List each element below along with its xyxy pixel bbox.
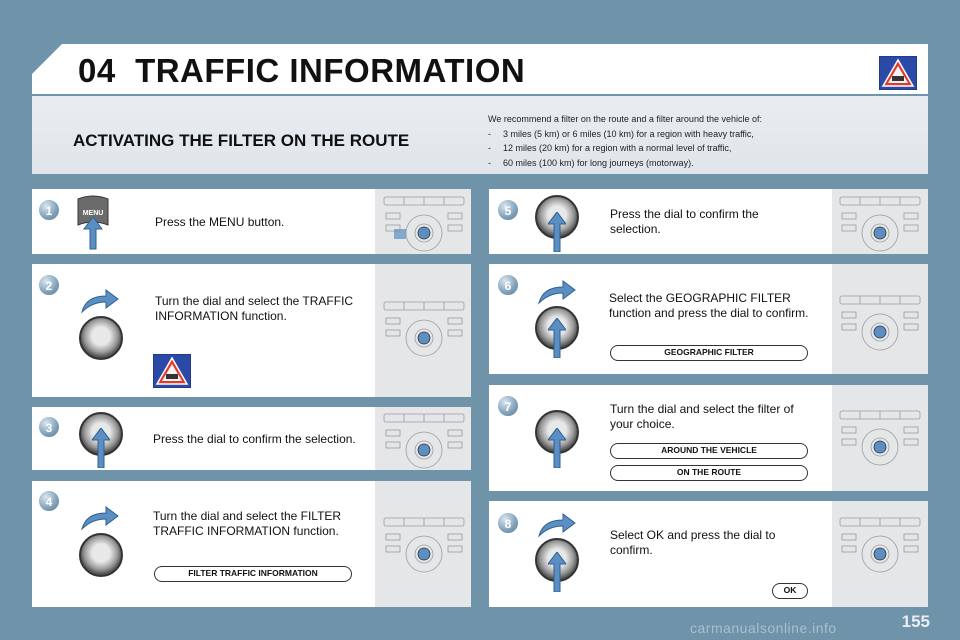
rotary-dial [79, 533, 123, 577]
list-item: - 60 miles (100 km) for long journeys (motorway). [488, 157, 694, 168]
arrow-up-icon [548, 318, 566, 358]
traffic-warning-icon [879, 56, 917, 90]
turn-arrow-icon [80, 505, 120, 531]
recommendation-intro: We recommend a filter on the route and a filter around the vehicle of: [488, 114, 762, 124]
step-text: Turn the dial and select the TRAFFIC INFORMATION function. [155, 294, 354, 323]
arrow-up-icon [92, 428, 110, 468]
ok-pill: OK [772, 583, 808, 599]
step-badge: 5 [497, 199, 519, 221]
radio-panel-illustration [380, 296, 468, 358]
turn-arrow-icon [537, 512, 577, 538]
watermark: carmanualsonline.info [690, 620, 837, 636]
radio-panel-illustration [380, 408, 468, 470]
arrow-up-icon [548, 212, 566, 252]
list-item: - 3 miles (5 km) or 6 miles (10 km) for a region with heavy traffic, [488, 128, 754, 139]
step-text: Press the MENU button. [155, 215, 285, 229]
step-badge: 7 [497, 395, 519, 417]
step-badge: 4 [38, 490, 60, 512]
section-title: ACTIVATING THE FILTER ON THE ROUTE [73, 131, 410, 150]
turn-arrow-icon [537, 279, 577, 305]
step-text: Select the GEOGRAPHIC FILTER function and press the dial to confirm. [609, 291, 809, 320]
chapter-title: TRAFFIC INFORMATION [135, 52, 526, 89]
geographic-filter-pill: GEOGRAPHIC FILTER [610, 345, 808, 361]
radio-panel-illustration [380, 512, 468, 574]
radio-panel-illustration [836, 290, 924, 352]
filter-traffic-info-pill: FILTER TRAFFIC INFORMATION [154, 566, 352, 582]
arrow-up-icon [548, 552, 566, 592]
step-badge: 2 [38, 274, 60, 296]
step-badge: 1 [38, 199, 60, 221]
traffic-warning-icon [153, 354, 191, 388]
step-badge: 6 [497, 274, 519, 296]
radio-panel-illustration [836, 191, 924, 253]
chapter-number: 04 [78, 52, 116, 89]
step-badge: 3 [38, 416, 60, 438]
step-text: Press the dial to confirm the selection. [153, 432, 356, 446]
on-the-route-pill: ON THE ROUTE [610, 465, 808, 481]
arrow-up-icon [548, 428, 566, 468]
recommendation-text [488, 112, 908, 170]
step-text: Turn the dial and select the FILTER TRAFFIC INFORMATION function. [153, 509, 342, 538]
svg-text:MENU: MENU [82, 210, 104, 217]
rotary-dial [79, 316, 123, 360]
step-text: Select OK and press the dial to confirm. [610, 528, 776, 557]
around-vehicle-pill: AROUND THE VEHICLE [610, 443, 808, 459]
radio-panel-illustration [836, 405, 924, 467]
step-text: Turn the dial and select the filter of your choice. [610, 402, 794, 431]
step-text: Press the dial to confirm the selection. [610, 207, 759, 236]
page-title [78, 52, 525, 90]
radio-panel-illustration [836, 512, 924, 574]
turn-arrow-icon [80, 288, 120, 314]
menu-button-icon [76, 193, 110, 251]
page-number: 155 [901, 612, 930, 631]
list-item: - 12 miles (20 km) for a region with a normal level of traffic, [488, 143, 732, 153]
step-badge: 8 [497, 512, 519, 534]
radio-panel-illustration [380, 191, 468, 253]
